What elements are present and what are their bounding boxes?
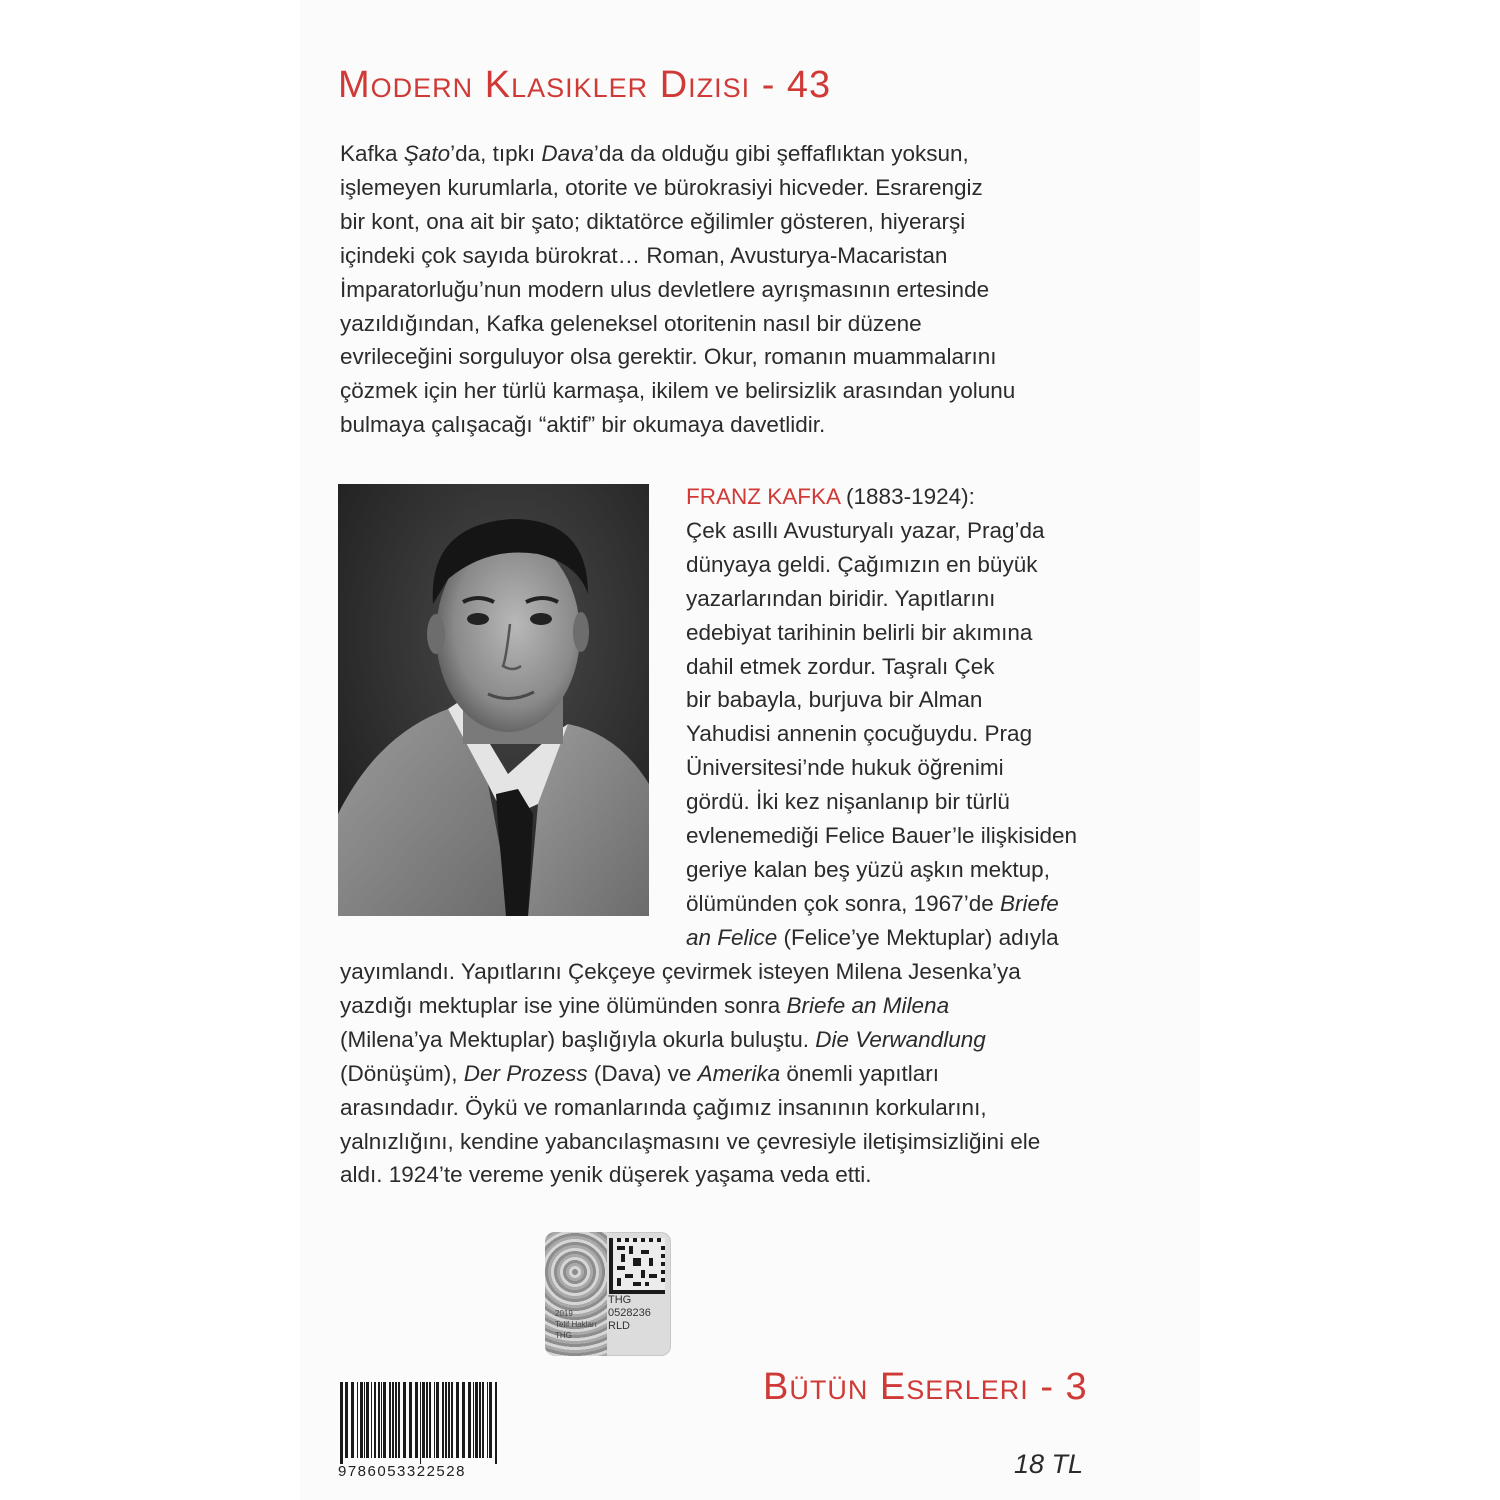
italic-title: Briefe [999, 890, 1059, 916]
barcode-bar [422, 1382, 425, 1458]
italic-title: Şato [403, 141, 451, 166]
text-segment: yazdığı mektuplar ise yine ölümünden sonra [340, 992, 787, 1018]
italic-title: Briefe an Milena [786, 992, 950, 1018]
text-segment: Yahudisi annenin çocuğuydu. Prag [686, 721, 1033, 747]
barcode-bar [378, 1382, 380, 1458]
barcode-bar [351, 1382, 354, 1458]
sticker-small-text [555, 1308, 597, 1341]
isbn-barcode [338, 1382, 500, 1464]
author-bio-side [686, 480, 1077, 955]
barcode-bar [487, 1382, 488, 1458]
text-segment: işlemeyen kurumlarla, otorite ve bürokrasiyi hicveder. Esrarengiz [340, 174, 983, 200]
text-line [686, 582, 1077, 616]
author-bio-continued [340, 955, 1040, 1192]
barcode-bar [475, 1382, 478, 1458]
barcode-bar [434, 1382, 435, 1458]
text-line [686, 853, 1077, 887]
text-segment: bulmaya çalışacağı “aktif” bir okumaya davetlidir. [340, 412, 826, 438]
italic-title: Amerika [697, 1060, 781, 1086]
text-segment: (Dava) ve [587, 1060, 698, 1086]
sticker-text-line: THG [555, 1331, 572, 1340]
text-line [340, 273, 1015, 307]
text-line [686, 683, 1077, 717]
text-line [340, 408, 1015, 442]
datamatrix-code-icon [609, 1238, 665, 1294]
text-segment: yazarlarından biridir. Yapıtlarını [686, 585, 996, 611]
barcode-bar [360, 1382, 363, 1458]
synopsis-paragraph [340, 137, 1015, 442]
sticker-text-line: 0528236 [608, 1307, 651, 1319]
complete-works-title: Bütün Eserleri - 3 [763, 1366, 1088, 1408]
barcode-bar [395, 1382, 397, 1458]
text-line [340, 307, 1015, 341]
text-line [340, 1091, 1040, 1125]
text-segment: bir kont, ona ait bir şato; diktatörce eğilimler gösteren, hiyerarşi [340, 208, 966, 234]
text-line [340, 340, 1015, 374]
barcode-bar [442, 1382, 444, 1458]
text-segment: arasındadır. Öykü ve romanlarında çağımız insanının korkularını, [340, 1094, 987, 1120]
text-segment: edebiyat tarihinin belirli bir akımına [686, 619, 1033, 645]
text-segment: (Milena’ya Mektuplar) başlığıyla okurla buluştu. [340, 1026, 816, 1052]
barcode-bar [482, 1382, 484, 1458]
text-segment: çözmek için her türlü karmaşa, ikilem ve belirsizlik arasından yolunu [340, 378, 1016, 404]
text-segment: Çek asıllı Avusturyalı yazar, Prag’da [686, 517, 1045, 543]
series-title: Modern Klasikler Dizisi - 43 [338, 64, 832, 106]
barcode-bar [462, 1382, 465, 1458]
text-segment: bir babayla, burjuva bir Alman [686, 687, 983, 713]
text-line [340, 239, 1015, 273]
italic-title: an Felice [686, 924, 778, 950]
text-line [340, 1125, 1040, 1159]
text-segment: Üniversitesi’nde hukuk öğrenimi [686, 755, 1004, 781]
barcode-bar [426, 1382, 428, 1458]
text-segment: yalnızlığını, kendine yabancılaşmasını ve çevresiyle iletişimsizliğini ele [340, 1128, 1041, 1154]
author-years: (1883-1924): [839, 484, 975, 509]
barcode-bar [389, 1382, 391, 1458]
text-line [340, 205, 1015, 239]
text-line [686, 650, 1077, 684]
text-line [686, 751, 1077, 785]
barcode-bar [392, 1382, 394, 1458]
barcode-bar [366, 1382, 369, 1458]
author-heading [686, 480, 1077, 514]
barcode-bar [456, 1382, 459, 1458]
author-name: FRANZ KAFKA [686, 484, 840, 509]
barcode-bar [383, 1382, 386, 1458]
barcode-bar [429, 1382, 431, 1458]
portrait-image [338, 484, 649, 916]
text-segment: dünyaya geldi. Çağımızın en büyük [686, 551, 1038, 577]
text-segment: İmparatorluğu’nun modern ulus devletlere ayrışmasının ertesinde [340, 276, 990, 302]
italic-title: Dava [541, 141, 594, 166]
barcode-bar [489, 1382, 492, 1458]
text-segment: dahil etmek zordur. Taşralı Çek [686, 653, 995, 679]
barcode-bar [495, 1382, 497, 1464]
barcode-bar [345, 1382, 348, 1458]
sticker-text-line: RLD [608, 1320, 631, 1332]
text-segment: evrileceğini sorguluyor olsa gerektir. Okur, romanın muammalarını [340, 344, 997, 370]
text-segment: yazıldığından, Kafka geleneksel otoritenin nasıl bir düzene [340, 310, 922, 336]
text-segment: (Felice’ye Mektuplar) adıyla [777, 924, 1059, 950]
text-segment: evlenemediği Felice Bauer’le ilişkisiden [686, 823, 1078, 849]
text-line [686, 548, 1077, 582]
text-line [686, 514, 1077, 548]
copyright-hologram-sticker [545, 1232, 671, 1356]
text-segment: önemli yapıtları [780, 1060, 939, 1086]
barcode-bar [445, 1382, 447, 1458]
price-label: 18 TL [1014, 1449, 1084, 1479]
author-portrait [338, 484, 649, 916]
text-line [340, 1023, 1040, 1057]
barcode-bar [420, 1382, 421, 1464]
barcode-bar [340, 1382, 343, 1464]
text-segment: gördü. İki kez nişanlanıp bir türlü [686, 789, 1010, 815]
italic-title: Die Verwandlung [815, 1026, 986, 1052]
barcode-bar [371, 1382, 372, 1458]
text-segment: (Dönüşüm), [340, 1060, 464, 1086]
barcode-bar [436, 1382, 439, 1458]
text-line [340, 137, 1015, 171]
text-line [686, 921, 1077, 955]
barcode-bar [468, 1382, 471, 1458]
text-segment: ’da, tıpkı [450, 141, 542, 166]
barcode-bar [448, 1382, 450, 1458]
barcode-bar [403, 1382, 406, 1458]
text-line [340, 1158, 1040, 1192]
barcode-bar [357, 1382, 358, 1458]
text-line [340, 955, 1040, 989]
text-line [686, 785, 1077, 819]
text-line [686, 616, 1077, 650]
text-segment: Kafka [340, 141, 404, 166]
sticker-code [608, 1294, 651, 1333]
sticker-text-line: THG [608, 1294, 632, 1306]
text-line [686, 717, 1077, 751]
barcode-bar [364, 1382, 365, 1458]
isbn-number: 9786053322528 [338, 1463, 466, 1480]
sticker-text-line: Telif Hakları [555, 1320, 597, 1329]
text-segment: geriye kalan beş yüzü aşkın mektup, [686, 856, 1050, 882]
barcode-bar [381, 1382, 382, 1458]
barcode-bar [479, 1382, 481, 1458]
text-line [340, 1057, 1040, 1091]
text-line [340, 989, 1040, 1023]
sticker-text-line: 2019 [555, 1309, 573, 1318]
barcode-bar [374, 1382, 376, 1458]
barcode-bar [473, 1382, 474, 1458]
text-segment: yayımlandı. Yapıtlarını Çekçeye çevirmek isteyen Milena Jesenka’ya [340, 959, 1021, 984]
text-segment: ’da da olduğu gibi şeffaflıktan yoksun, [593, 141, 969, 166]
text-line [340, 374, 1015, 408]
barcode-bar [409, 1382, 412, 1458]
text-segment: içindeki çok sayıda bürokrat… Roman, Avusturya-Macaristan [340, 242, 948, 268]
text-line [686, 819, 1077, 853]
barcode-bar [415, 1382, 418, 1458]
barcode-bar [451, 1382, 453, 1458]
text-segment: ölümünden çok sonra, 1967’de [686, 890, 1000, 916]
italic-title: Der Prozess [463, 1060, 588, 1086]
text-line [340, 171, 1015, 205]
barcode-bar [398, 1382, 400, 1458]
text-segment: aldı. 1924’te vereme yenik düşerek yaşama veda etti. [340, 1162, 872, 1188]
text-line [686, 887, 1077, 921]
